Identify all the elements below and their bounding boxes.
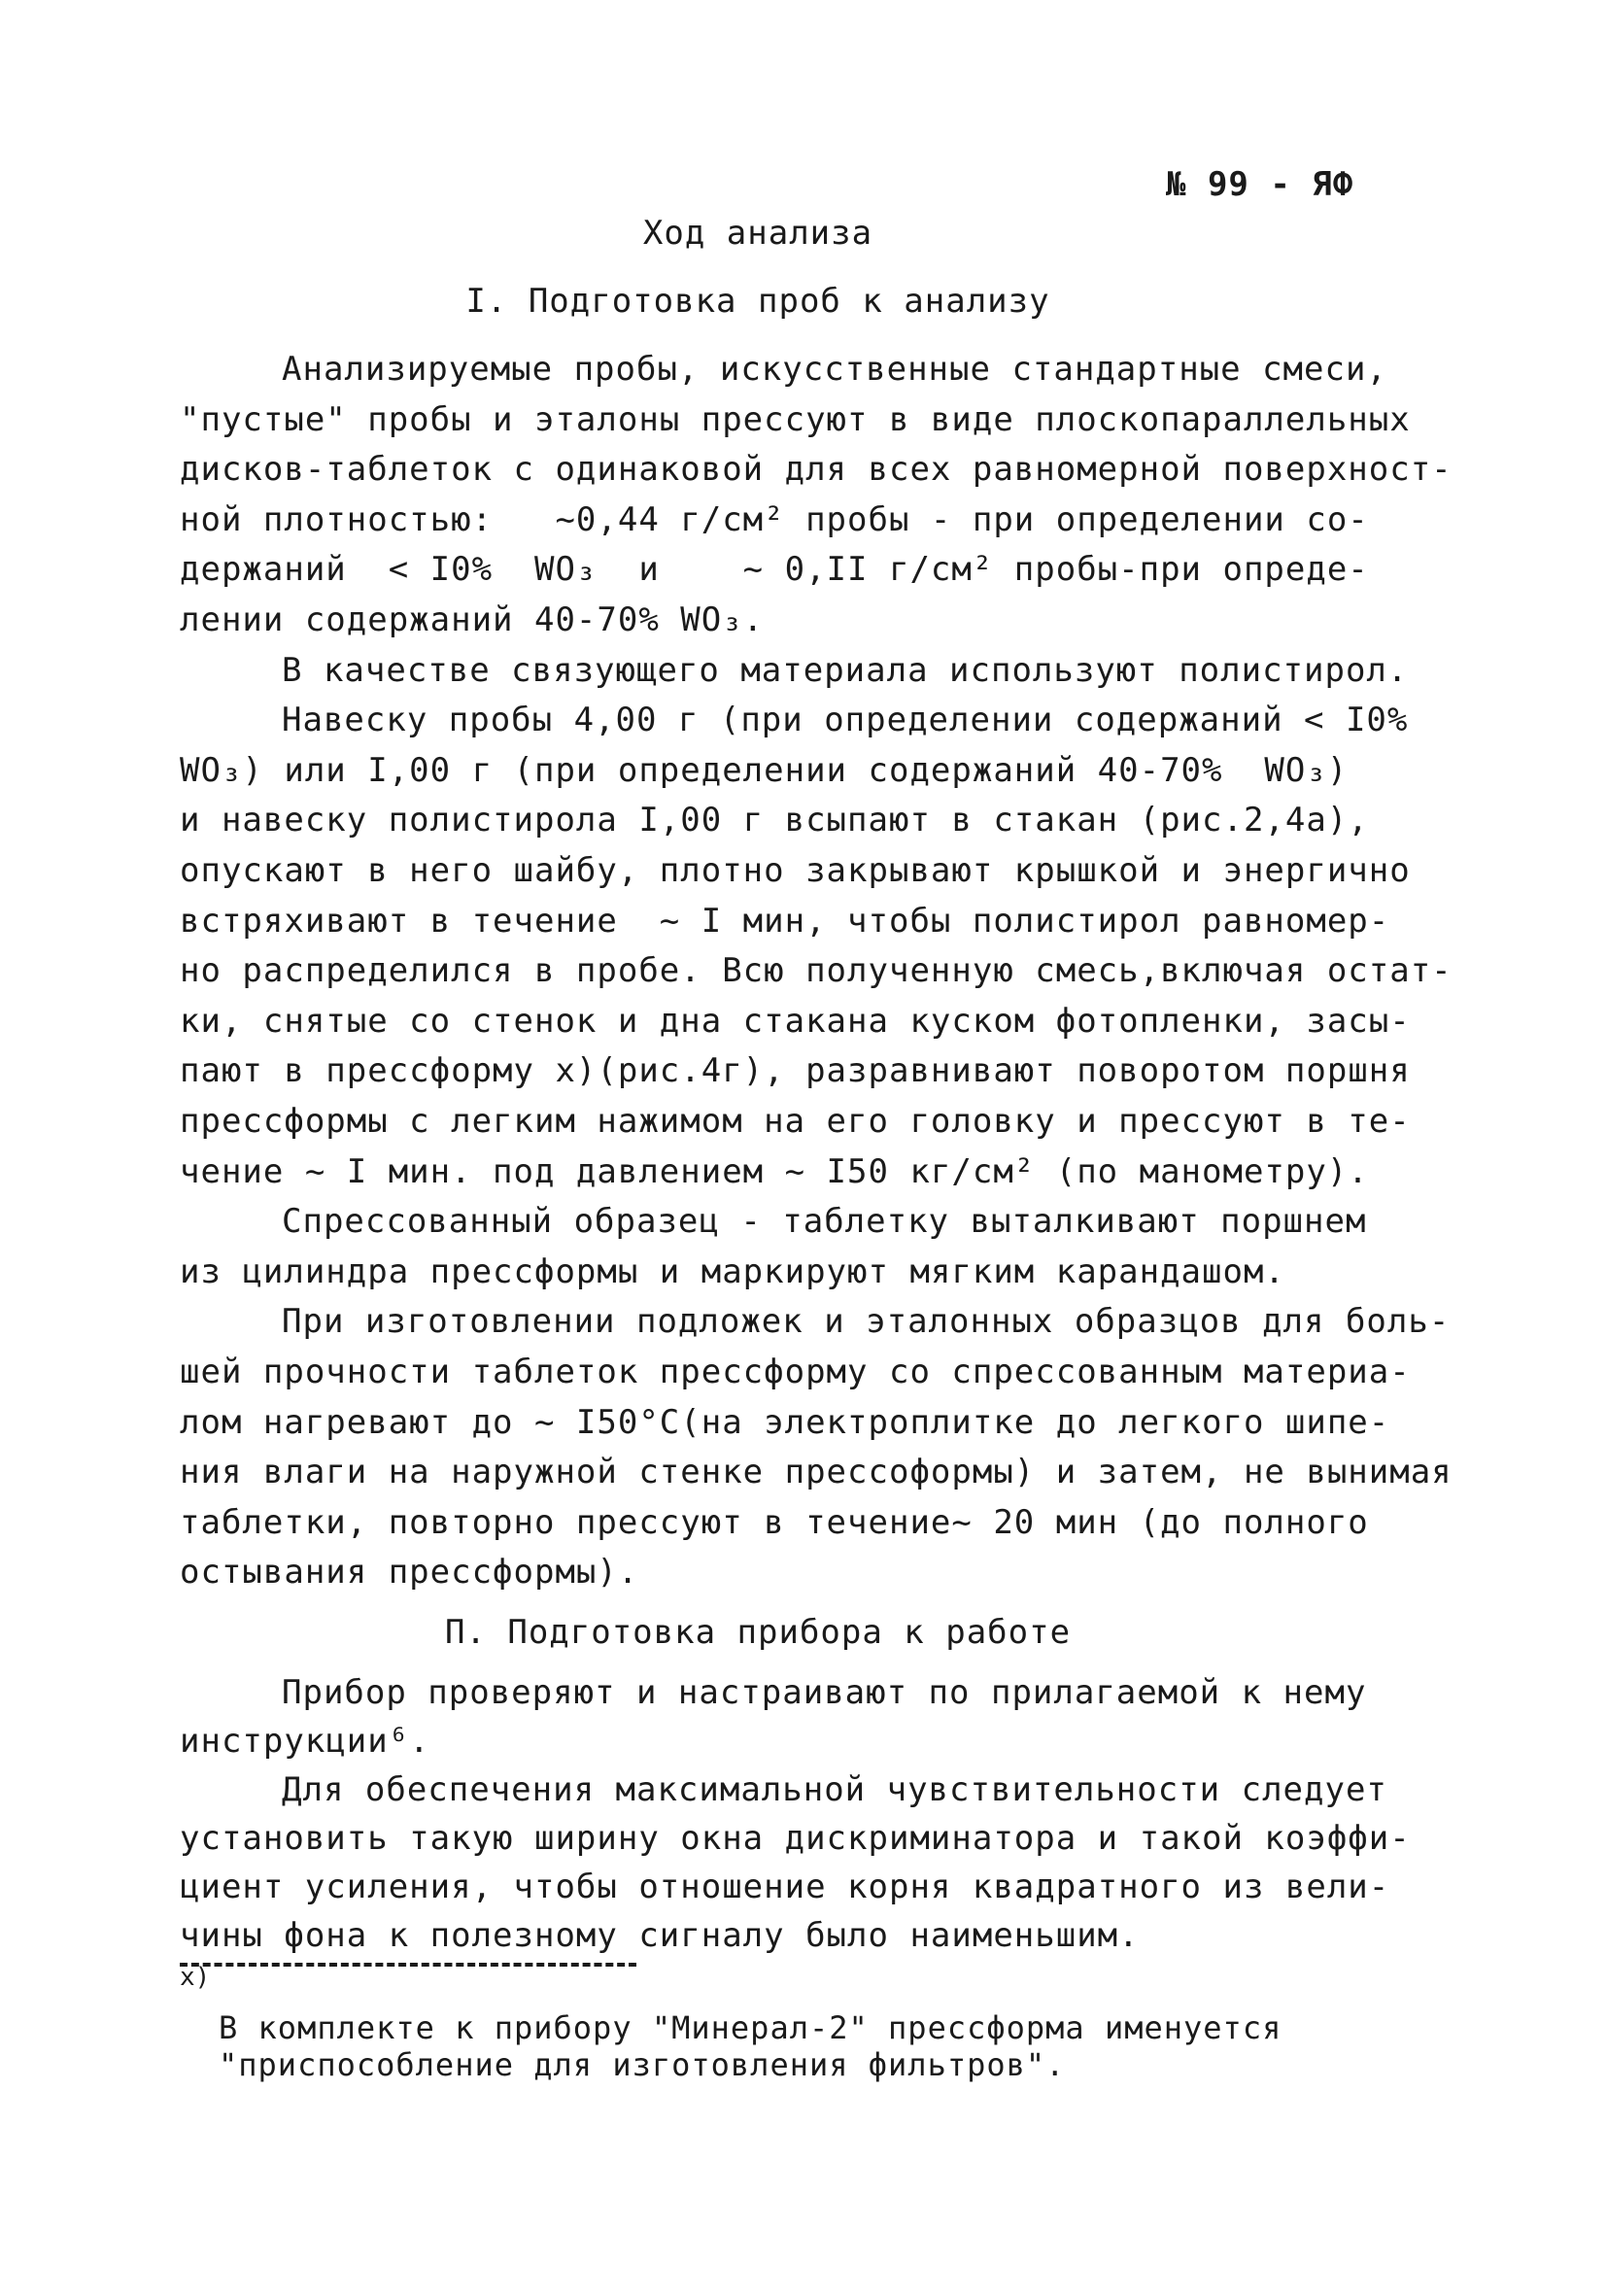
body-line: но распределился в пробе. Всю полученную смесь,включая остат- [180,951,1453,991]
body-line: остывания прессформы). [180,1553,639,1593]
body-line: пают в прессформу x)(рис.4г), разравнивают поворотом поршня [180,1051,1411,1091]
footnote-separator [180,1963,636,1967]
section-1-title: I. Подготовка проб к анализу [465,282,1050,321]
body-line: циент усиления, чтобы отношение корня квадратного из вели- [180,1868,1390,1906]
body-line: "пустые" пробы и эталоны прессуют в виде плоскопараллельных [180,399,1411,439]
page-heading: Ход анализа [642,214,873,253]
body-line: инструкции⁶. [180,1722,430,1761]
body-line: таблетки, повторно прессуют в течение~ 20 мин (до полного [180,1502,1369,1542]
body-line: прессформы с легким нажимом на его головку и прессуют в те- [180,1102,1411,1141]
footnote-line: "приспособление для изготовления фильтров". [219,2046,1066,2083]
body-line: чины фона к полезному сигналу было наименьшим. [180,1916,1140,1955]
body-line: ки, снятые со стенок и дна стакана куском фотопленки, засы- [180,1001,1411,1041]
body-line: Навеску пробы 4,00 г (при определении содержаний < I0% [282,701,1409,740]
body-line: Спрессованный образец - таблетку выталкивают поршнем [282,1202,1367,1242]
body-line: лом нагревают до ~ I50°С(на электроплитке до легкого шипе- [180,1402,1390,1442]
body-line: шей прочности таблеток прессформу со спрессованным материа- [180,1353,1411,1391]
footnote-marker: x) [180,1963,211,1992]
body-line: установить такую ширину окна дискриминатора и такой коэффи- [180,1819,1411,1858]
body-line: из цилиндра прессформы и маркируют мягким карандашом. [180,1251,1285,1291]
footnote-line: В комплекте к прибору "Минерал-2" прессформа именуется [219,2009,1282,2046]
section-2-title: П. Подготовка прибора к работе [444,1613,1072,1652]
body-line: WO₃) или I,00 г (при определении содержаний 40-70% WO₃) [180,750,1349,790]
body-line: Прибор проверяют и настраивают по прилагаемой к нему [282,1673,1367,1712]
body-line: лении содержаний 40-70% WO₃. [180,600,765,639]
body-line: опускают в него шайбу, плотно закрывают крышкой и энергично [180,851,1411,890]
body-line: Анализируемые пробы, искусственные стандартные смеси, [282,350,1387,389]
body-line: дисков-таблеток с одинаковой для всех равномерной поверхност- [180,450,1453,490]
body-line: При изготовлении подложек и эталонных образцов для боль- [282,1302,1451,1342]
body-line: и навеску полистирола I,00 г всыпают в стакан (рис.2,4а), [180,801,1369,840]
body-line: ной плотностью: ~0,44 г/см² пробы - при определении со- [180,499,1369,539]
body-line: В качестве связующего материала используют полистирол. [282,650,1409,690]
body-line: встряхивают в течение ~ I мин, чтобы полистирол равномер- [180,901,1390,941]
body-line: Для обеспечения максимальной чувствительности следует [282,1770,1387,1809]
document-number: № 99 - ЯФ [1166,165,1354,204]
body-line: чение ~ I мин. под давлением ~ I50 кг/см² (по манометру). [180,1151,1369,1191]
body-line: ния влаги на наружной стенке прессоформы) и затем, не вынимая [180,1453,1453,1492]
body-line: держаний < I0% WO₃ и ~ 0,II г/см² пробы-при опреде- [180,550,1369,590]
